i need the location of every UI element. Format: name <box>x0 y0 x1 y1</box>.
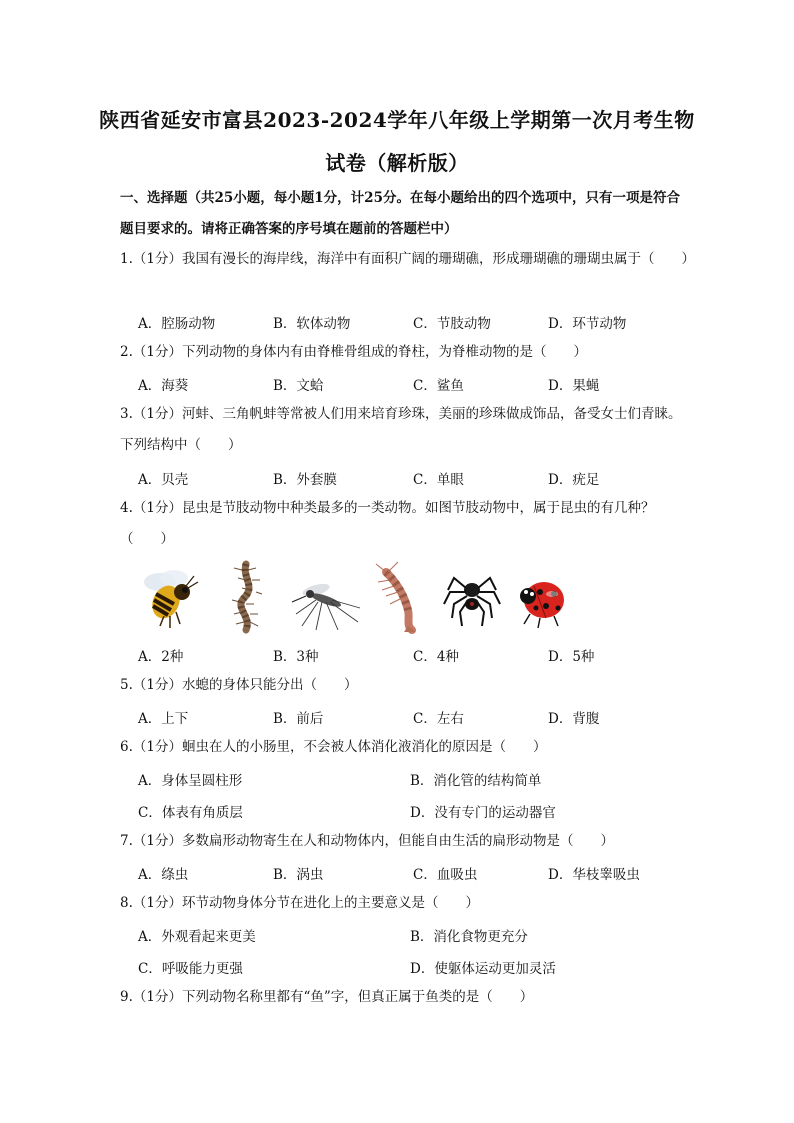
option-c: C．4种 <box>413 649 459 665</box>
option-a: A．绦虫 <box>138 867 189 883</box>
option-c: C．体表有角质层 <box>138 805 243 821</box>
shrimp-image <box>368 560 430 634</box>
question-6-options-row1 <box>138 769 698 793</box>
ladybug-image <box>514 560 576 634</box>
option-a: A．2种 <box>138 649 184 665</box>
section-heading: 一、选择题（共25小题，每小题1分，计25分。在每小题给出的四个选项中，只有一项是符合题目要求的。请将正确答案的序号填在题前的答题栏中） <box>120 190 680 237</box>
document-subtitle: 试卷（解析版） <box>325 151 469 175</box>
option-c: C．呼吸能力更强 <box>138 961 243 977</box>
option-c: C．左右 <box>413 711 464 727</box>
option-a: A．腔肠动物 <box>138 316 216 332</box>
question-9-stem: 9.（1分）下列动物名称里都有“鱼”字，但真正属于鱼类的是（ ） <box>120 989 534 1005</box>
option-c: C．鲨鱼 <box>413 378 464 394</box>
option-b: B．外套膜 <box>273 472 337 488</box>
option-b: B．消化管的结构简单 <box>410 773 542 789</box>
question-6-stem: 6.（1分）蛔虫在人的小肠里，不会被人体消化液消化的原因是（ ） <box>120 739 547 755</box>
question-5-options <box>138 707 698 731</box>
question-4-options <box>138 645 698 669</box>
bee-image <box>138 560 200 634</box>
option-a: A．上下 <box>138 711 189 727</box>
option-d: D．背腹 <box>548 711 600 727</box>
option-d: D．华枝睾吸虫 <box>548 867 640 883</box>
question-3-stem: 3.（1分）河蚌、三角帆蚌等常被人们用来培育珍珠，美丽的珍珠做成饰品，备受女士们青睐。下列结构中（ ） <box>120 406 682 453</box>
option-a: A．身体呈圆柱形 <box>138 773 243 789</box>
question-2-options <box>138 374 698 398</box>
option-c: C．单眼 <box>413 472 464 488</box>
question-1-stem: 1.（1分）我国有漫长的海岸线，海洋中有面积广阔的珊瑚礁，形成珊瑚礁的珊瑚虫属于（ ） <box>120 251 695 267</box>
option-d: D．疣足 <box>548 472 600 488</box>
option-b: B．软体动物 <box>273 316 351 332</box>
option-a: A．海葵 <box>138 378 189 394</box>
option-a: A．贝壳 <box>138 472 189 488</box>
question-7-options <box>138 863 698 887</box>
option-a: A．外观看起来更美 <box>138 929 256 945</box>
option-b: B．消化食物更充分 <box>410 929 528 945</box>
option-b: B．涡虫 <box>273 867 324 883</box>
option-b: B．3种 <box>273 649 319 665</box>
spider-image <box>440 560 502 634</box>
question-1-options <box>138 312 698 336</box>
question-4-stem: 4.（1分）昆虫是节肢动物中种类最多的一类动物。如图节肢动物中，属于昆虫的有几种？（ ） <box>120 500 655 547</box>
option-d: D．环节动物 <box>548 316 627 332</box>
option-d: D．果蝇 <box>548 378 600 394</box>
question-3-options <box>138 468 698 492</box>
option-b: B．前后 <box>273 711 324 727</box>
mosquito-image <box>288 560 362 634</box>
question-7-stem: 7.（1分）多数扁形动物寄生在人和动物体内，但能自由生活的扁形动物是（ ） <box>120 833 614 849</box>
question-8-options-row2 <box>138 957 698 981</box>
option-c: C．节肢动物 <box>413 316 491 332</box>
centipede-image <box>216 560 278 634</box>
question-2-stem: 2.（1分）下列动物的身体内有由脊椎骨组成的脊柱，为脊椎动物的是（ ） <box>120 344 587 360</box>
option-b: B．文蛤 <box>273 378 324 394</box>
question-8-stem: 8.（1分）环节动物身体分节在进化上的主要意义是（ ） <box>120 895 479 911</box>
question-6-options-row2 <box>138 801 698 825</box>
option-d: D．5种 <box>548 649 595 665</box>
option-d: D．没有专门的运动器官 <box>410 805 556 821</box>
question-8-options-row1 <box>138 925 698 949</box>
option-c: C．血吸虫 <box>413 867 478 883</box>
document-title: 陕西省延安市富县2023-2024学年八年级上学期第一次月考生物 <box>99 108 695 132</box>
option-d: D．使躯体运动更加灵活 <box>410 961 556 977</box>
arthropod-images <box>138 560 588 636</box>
question-5-stem: 5.（1分）水螅的身体只能分出（ ） <box>120 677 358 693</box>
